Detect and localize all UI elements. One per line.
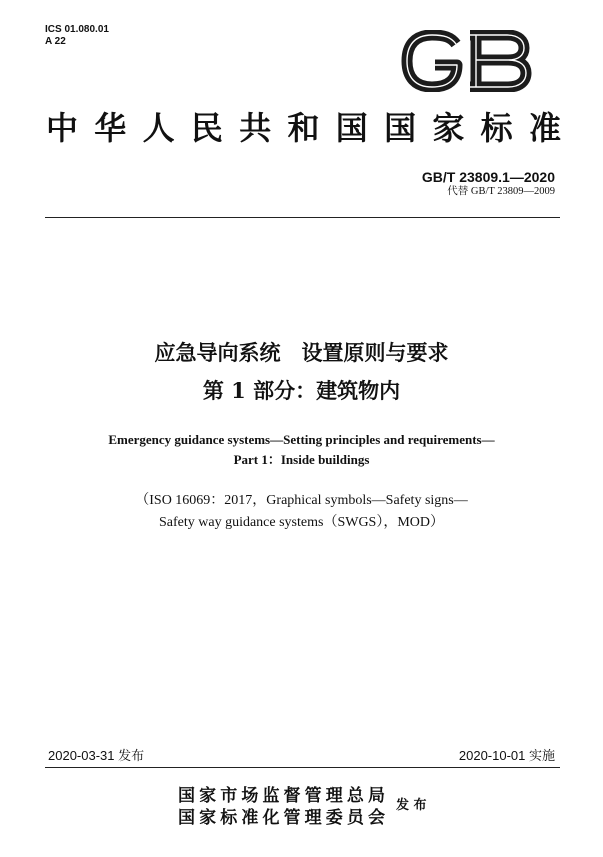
publish-action: 发 布 (396, 798, 427, 813)
title-zh-line2: 第 1 部分：建筑物内 (202, 378, 401, 403)
ccs-code: A 22 (45, 36, 66, 47)
iso-reference-line2: Safety way guidance systems（SWGS），MOD） (158, 515, 445, 530)
title-zh-line1: 应急导向系统 设置原则与要求 (154, 340, 449, 365)
title-en-line1: Emergency guidance systems—Setting principles and requirements— (108, 432, 495, 447)
top-divider (45, 217, 560, 218)
issue-date: 2020-03-31 发布 (48, 748, 145, 763)
implementation-date: 2020-10-01 实施 (458, 748, 555, 763)
publisher-line1: 国家市场监督管理总局 (178, 786, 385, 806)
ics-code: ICS 01.080.01 (45, 24, 109, 35)
iso-reference-line1: （ISO 16069：2017，Graphical symbols—Safety signs— (135, 493, 468, 508)
replaced-standard: 代替 GB/T 23809—2009 (447, 186, 555, 197)
gb-logo-icon (400, 30, 532, 92)
title-en-line2: Part 1：Inside buildings (233, 452, 370, 467)
bottom-divider (45, 767, 560, 768)
standard-type-heading: 中华人民共和国国家标准 (46, 109, 561, 147)
standard-number: GB/T 23809.1—2020 (421, 169, 555, 185)
publisher-line2: 国家标准化管理委员会 (178, 808, 385, 828)
